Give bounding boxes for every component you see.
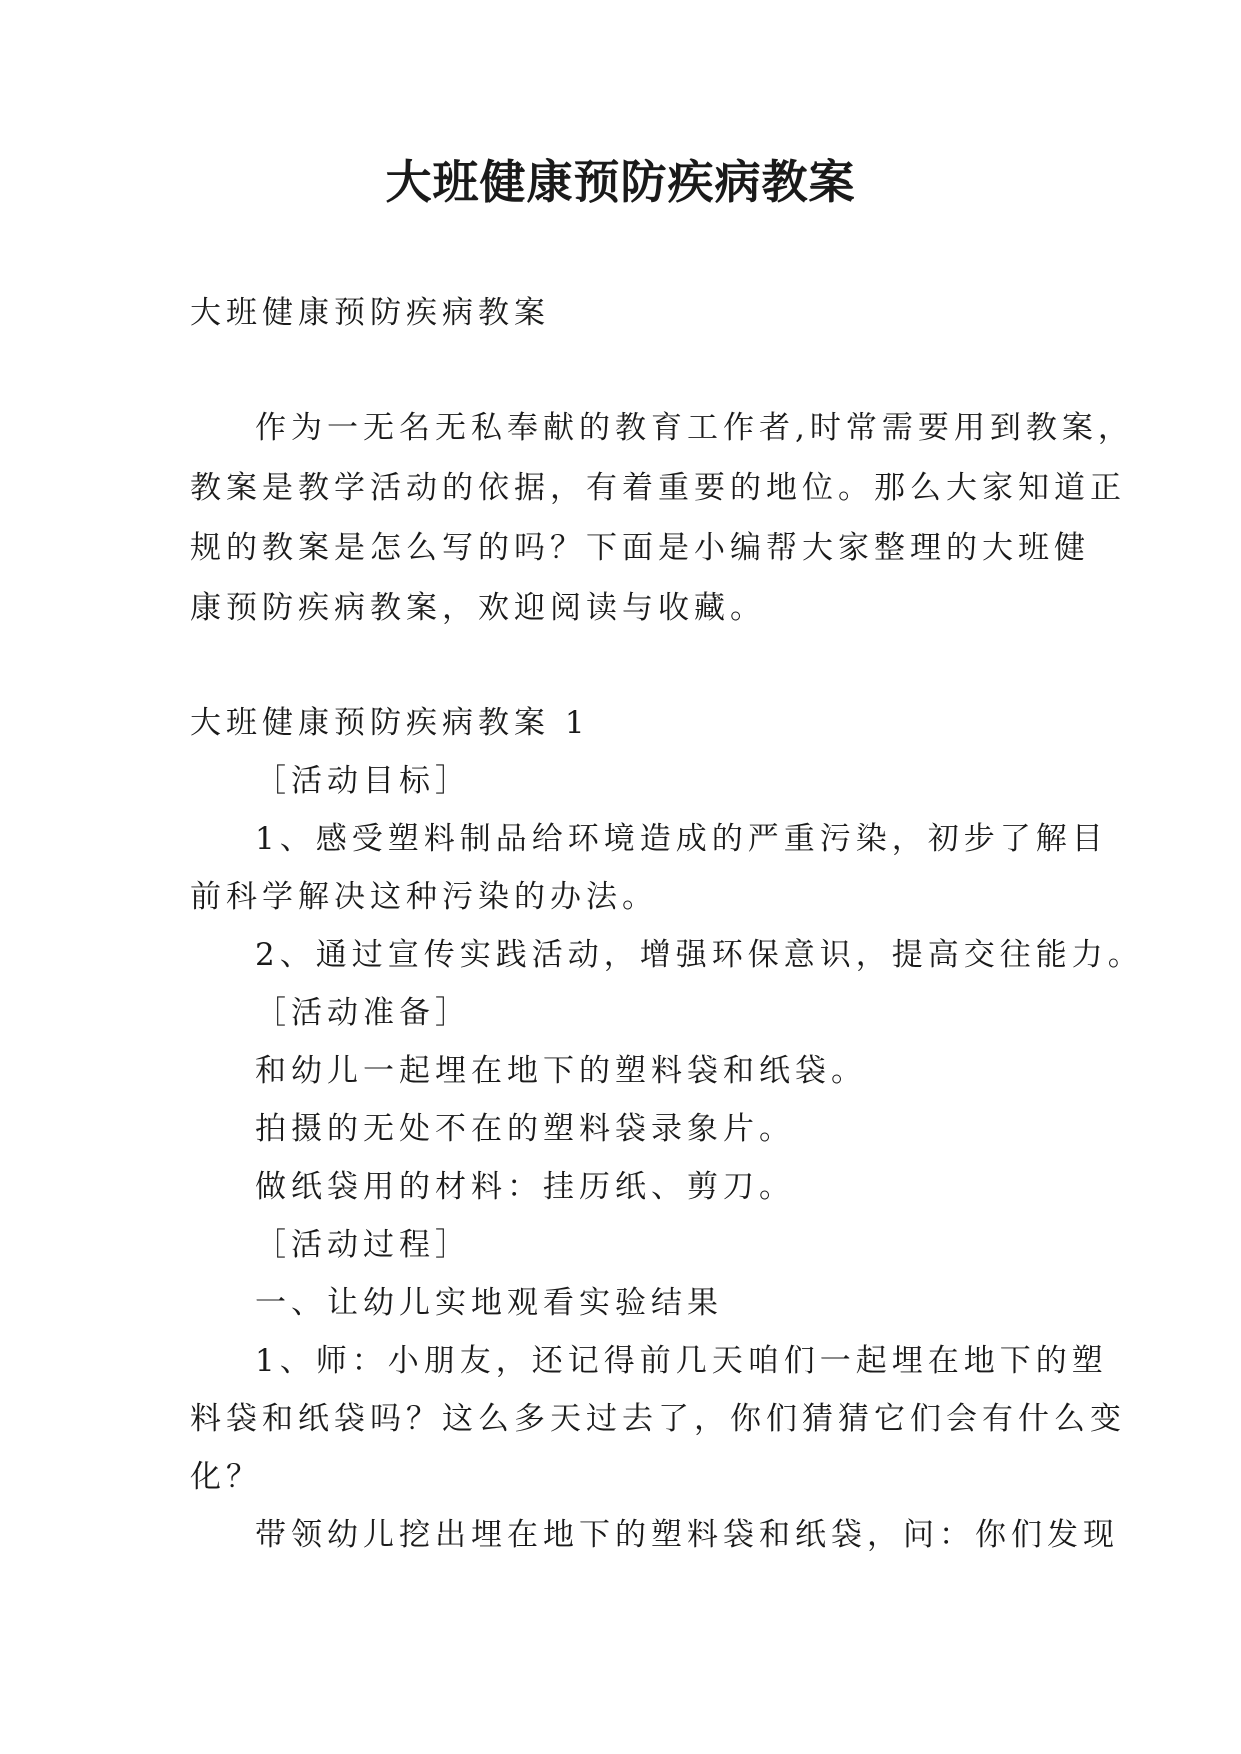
body-line: 1、师：小朋友，还记得前几天咱们一起埋在地下的塑 <box>255 1343 1108 1379</box>
body-line: 一、让幼儿实地观看实验结果 <box>255 1285 723 1321</box>
intro-line: 教案是教学活动的依据，有着重要的地位。那么大家知道正 <box>190 470 1126 506</box>
body-line: 料袋和纸袋吗？这么多天过去了，你们猜猜它们会有什么变 <box>190 1401 1126 1437</box>
body-line: 带领幼儿挖出埋在地下的塑料袋和纸袋，问：你们发现 <box>255 1517 1119 1553</box>
subheading-activity-preparation: ［活动准备］ <box>255 995 471 1031</box>
body-line: 拍摄的无处不在的塑料袋录象片。 <box>255 1111 795 1147</box>
body-line: 和幼儿一起埋在地下的塑料袋和纸袋。 <box>255 1053 867 1089</box>
body-line: 化？ <box>190 1459 262 1495</box>
body-line: 2、通过宣传实践活动，增强环保意识，提高交往能力。 <box>255 937 1144 973</box>
document-subtitle: 大班健康预防疾病教案 <box>190 295 550 331</box>
intro-line: 作为一无名无私奉献的教育工作者,时常需要用到教案， <box>255 410 1134 446</box>
intro-line: 康预防疾病教案，欢迎阅读与收藏。 <box>190 590 766 626</box>
body-line: 前科学解决这种污染的办法。 <box>190 879 658 915</box>
subheading-activity-goals: ［活动目标］ <box>255 763 471 799</box>
section-heading: 大班健康预防疾病教案 1 <box>190 705 590 741</box>
body-line: 做纸袋用的材料：挂历纸、剪刀。 <box>255 1169 795 1205</box>
body-line: 1、感受塑料制品给环境造成的严重污染，初步了解目 <box>255 821 1108 857</box>
subheading-activity-process: ［活动过程］ <box>255 1227 471 1263</box>
document-title: 大班健康预防疾病教案 <box>385 155 856 209</box>
intro-line: 规的教案是怎么写的吗？下面是小编帮大家整理的大班健 <box>190 530 1090 566</box>
